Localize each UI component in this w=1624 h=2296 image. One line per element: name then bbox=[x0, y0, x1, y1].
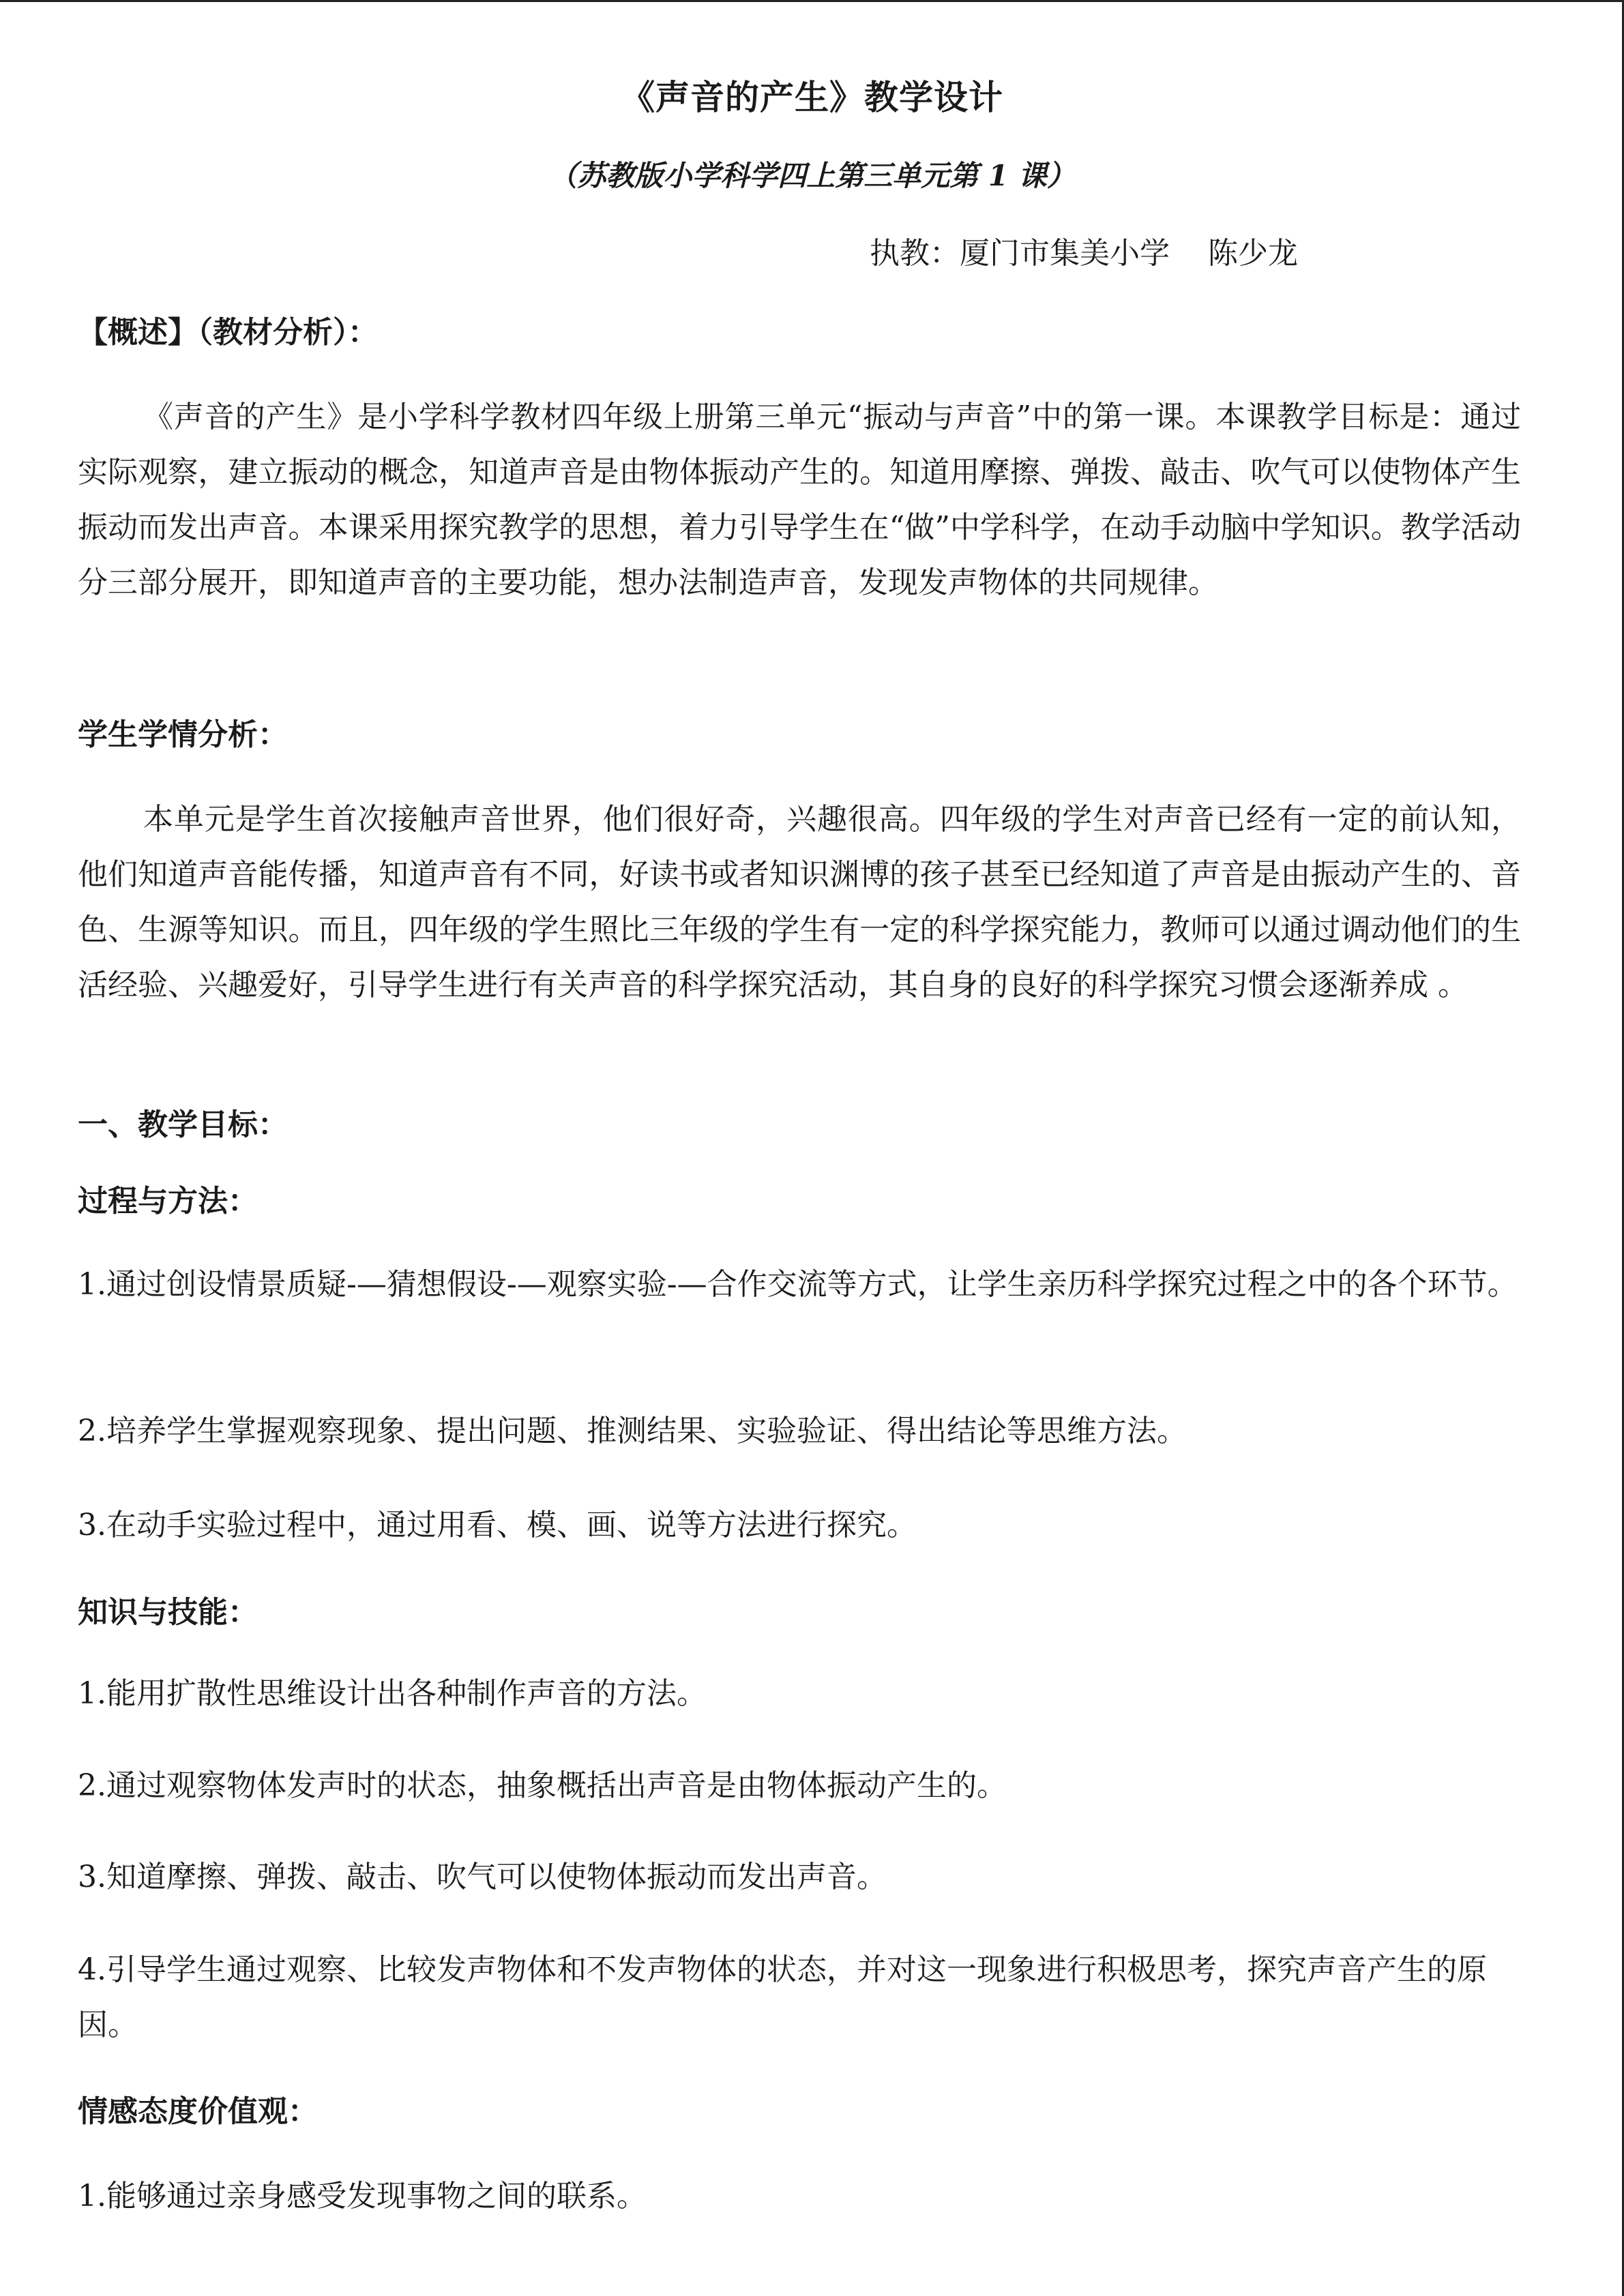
process-item-3: 3.在动手实验过程中，通过用看、模、画、说等方法进行探究。 bbox=[78, 1508, 917, 1542]
knowledge-skill-heading: 知识与技能： bbox=[78, 1595, 258, 1630]
knowledge-item-4: 4.引导学生通过观察、比较发声物体和不发声物体的状态，并对这一现象进行积极思考，探究声音产生的原因。 bbox=[78, 1952, 1487, 2042]
overview-paragraph: 《声音的产生》是小学科学教材四年级上册第三单元“振动与声音”中的第一课。本课教学目标是：通过实际观察，建立振动的概念，知道声音是由物体振动产生的。知道用摩擦、弹拨、敲击、吹气可以使物体产生振动而发出声音。本课采用探究教学的思想，着力引导学生在“做”中学科学，在动手动脑中学知识。教学活动分三部分展开，即知道声音的主要功能，想办法制造声音，发现发声物体的共同规律。 bbox=[78, 400, 1521, 600]
knowledge-item-3: 3.知道摩擦、弹拨、敲击、吹气可以使物体振动而发出声音。 bbox=[78, 1860, 887, 1894]
process-item-1: 1.通过创设情景质疑-—猜想假设-—观察实验-—合作交流等方式，让学生亲历科学探究过程之中的各个环节。 bbox=[78, 1267, 1518, 1302]
student-analysis-paragraph: 本单元是学生首次接触声音世界，他们很好奇，兴趣很高。四年级的学生对声音已经有一定的前认知，他们知道声音能传播，知道声音有不同，好读书或者知识渊博的孩子甚至已经知道了声音是由振动产生的、音色、生源等知识。而且，四年级的学生照比三年级的学生有一定的科学探究能力，教师可以通过调动他们的生活经验、兴趣爱好，引导学生进行有关声音的科学探究活动，其自身的良好的科学探究习惯会逐渐养成 。 bbox=[78, 802, 1521, 1002]
objectives-heading: 一、教学目标： bbox=[78, 1107, 288, 1142]
student-analysis-heading: 学生学情分析： bbox=[78, 717, 288, 752]
process-item-2: 2.培养学生掌握观察现象、提出问题、推测结果、实验验证、得出结论等思维方法。 bbox=[78, 1414, 1187, 1448]
emotion-values-heading: 情感态度价值观： bbox=[78, 2094, 318, 2129]
author-line: 执教：厦门市集美小学 陈少龙 bbox=[870, 236, 1298, 271]
overview-heading: 【概述】（教材分析）： bbox=[78, 315, 378, 350]
knowledge-item-1: 1.能用扩散性思维设计出各种制作声音的方法。 bbox=[78, 1676, 707, 1711]
document-subtitle: （苏教版小学科学四上第三单元第 1 课） bbox=[548, 159, 1076, 192]
knowledge-item-2: 2.通过观察物体发声时的状态，抽象概括出声音是由物体振动产生的。 bbox=[78, 1768, 1007, 1803]
emotion-item-1: 1.能够通过亲身感受发现事物之间的联系。 bbox=[78, 2179, 647, 2213]
process-method-heading: 过程与方法： bbox=[78, 1184, 258, 1219]
document-title: 《声音的产生》教学设计 bbox=[621, 77, 1003, 117]
